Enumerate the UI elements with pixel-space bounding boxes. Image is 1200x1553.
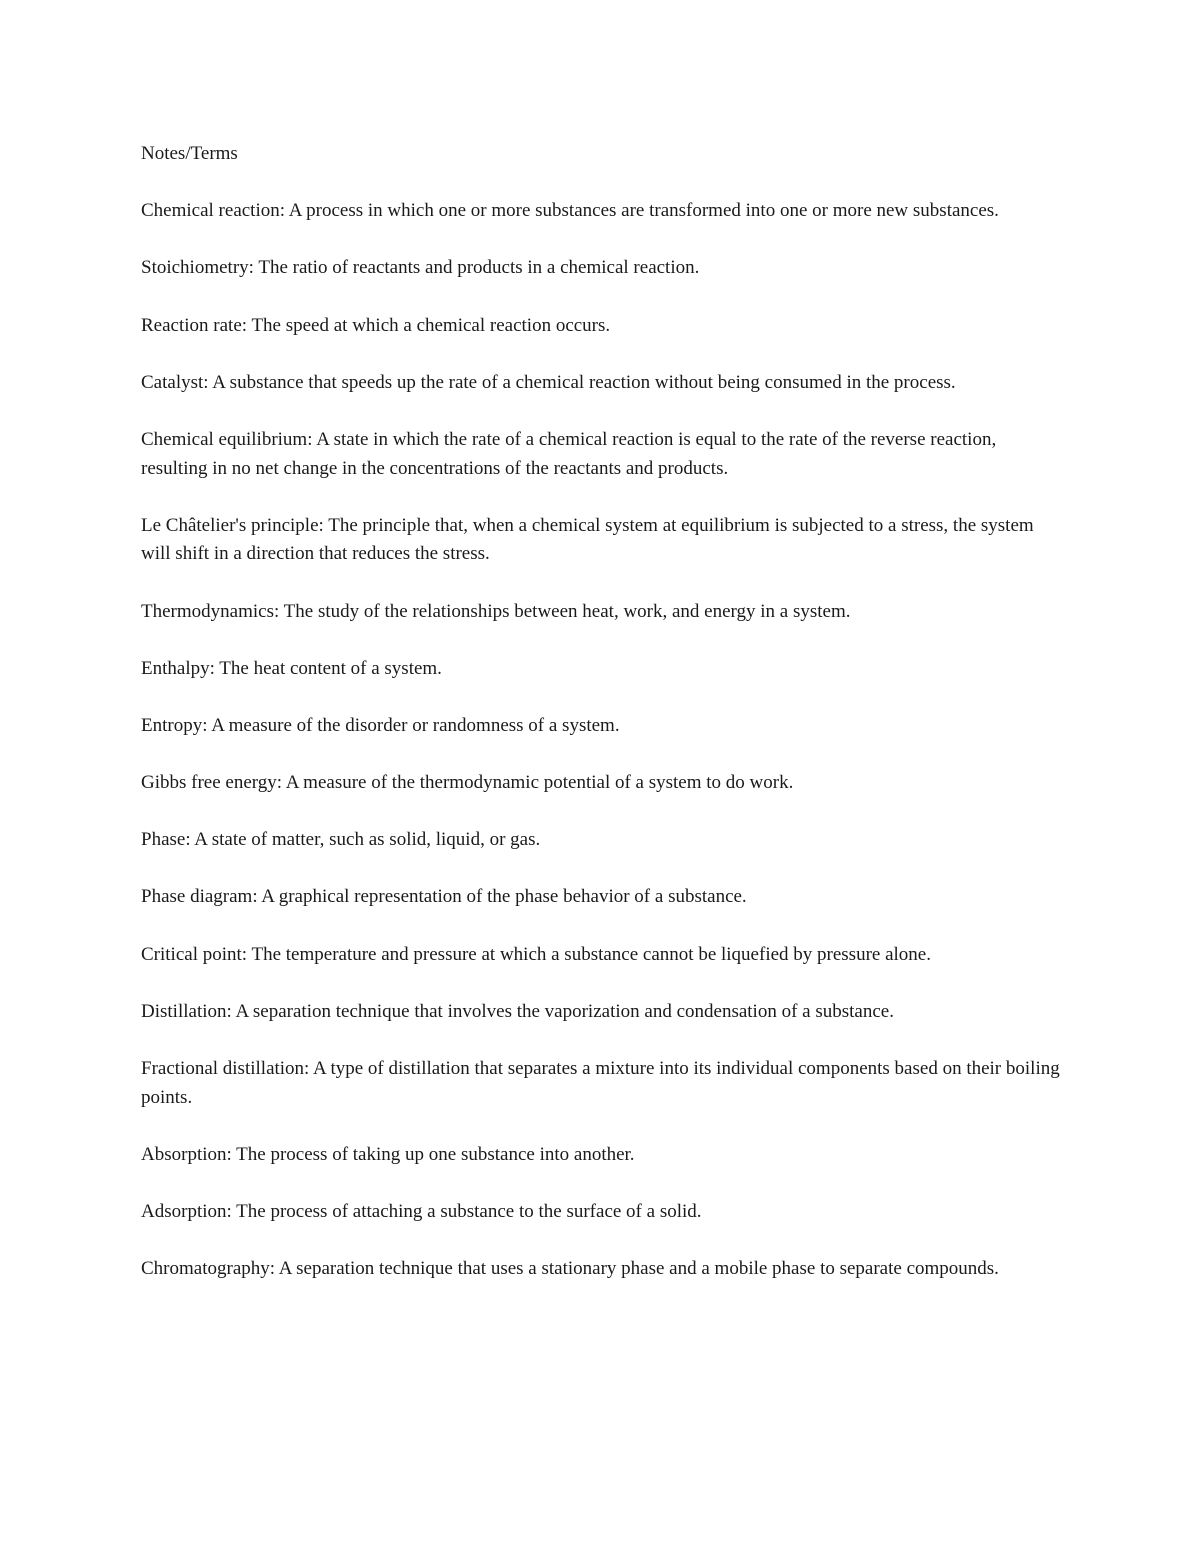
document-body — [141, 140, 1066, 1312]
term-catalyst: Catalyst: A substance that speeds up the rate of a chemical reaction without being consumed in the process. — [141, 371, 956, 393]
term-thermodynamics: Thermodynamics: The study of the relationships between heat, work, and energy in a system. — [141, 600, 851, 622]
document-title: Notes/Terms — [141, 143, 238, 164]
term-distillation: Distillation: A separation technique that involves the vaporization and condensation of a substance. — [141, 1000, 894, 1022]
term-fractional-distillation: Fractional distillation: A type of distillation that separates a mixture into its individual components based on their boiling points. — [141, 1058, 1060, 1108]
term-phase: Phase: A state of matter, such as solid, liquid, or gas. — [141, 829, 541, 851]
term-entropy: Entropy: A measure of the disorder or randomness of a system. — [141, 714, 620, 736]
term-reaction-rate: Reaction rate: The speed at which a chemical reaction occurs. — [141, 314, 611, 336]
term-absorption: Absorption: The process of taking up one substance into another. — [141, 1143, 635, 1165]
term-chemical-reaction: Chemical reaction: A process in which one or more substances are transformed into one or more new substances. — [141, 200, 999, 222]
term-critical-point: Critical point: The temperature and pressure at which a substance cannot be liquefied by pressure alone. — [141, 943, 931, 965]
term-le-chatelier-principle: Le Châtelier's principle: The principle that, when a chemical system at equilibrium is subjected to a stress, the system will shift in a direction that reduces the stress. — [141, 514, 1034, 565]
term-gibbs-free-energy: Gibbs free energy: A measure of the thermodynamic potential of a system to do work. — [141, 772, 794, 794]
term-adsorption: Adsorption: The process of attaching a substance to the surface of a solid. — [141, 1200, 702, 1222]
term-stoichiometry: Stoichiometry: The ratio of reactants and products in a chemical reaction. — [141, 257, 700, 279]
term-enthalpy: Enthalpy: The heat content of a system. — [141, 657, 442, 679]
term-chemical-equilibrium: Chemical equilibrium: A state in which the rate of a chemical reaction is equal to the rate of the reverse reaction, resulting in no net change in the concentrations of the reactants and products. — [141, 428, 997, 479]
term-chromatography: Chromatography: A separation technique that uses a stationary phase and a mobile phase to separate compounds. — [141, 1258, 999, 1280]
term-phase-diagram: Phase diagram: A graphical representation of the phase behavior of a substance. — [141, 886, 747, 908]
